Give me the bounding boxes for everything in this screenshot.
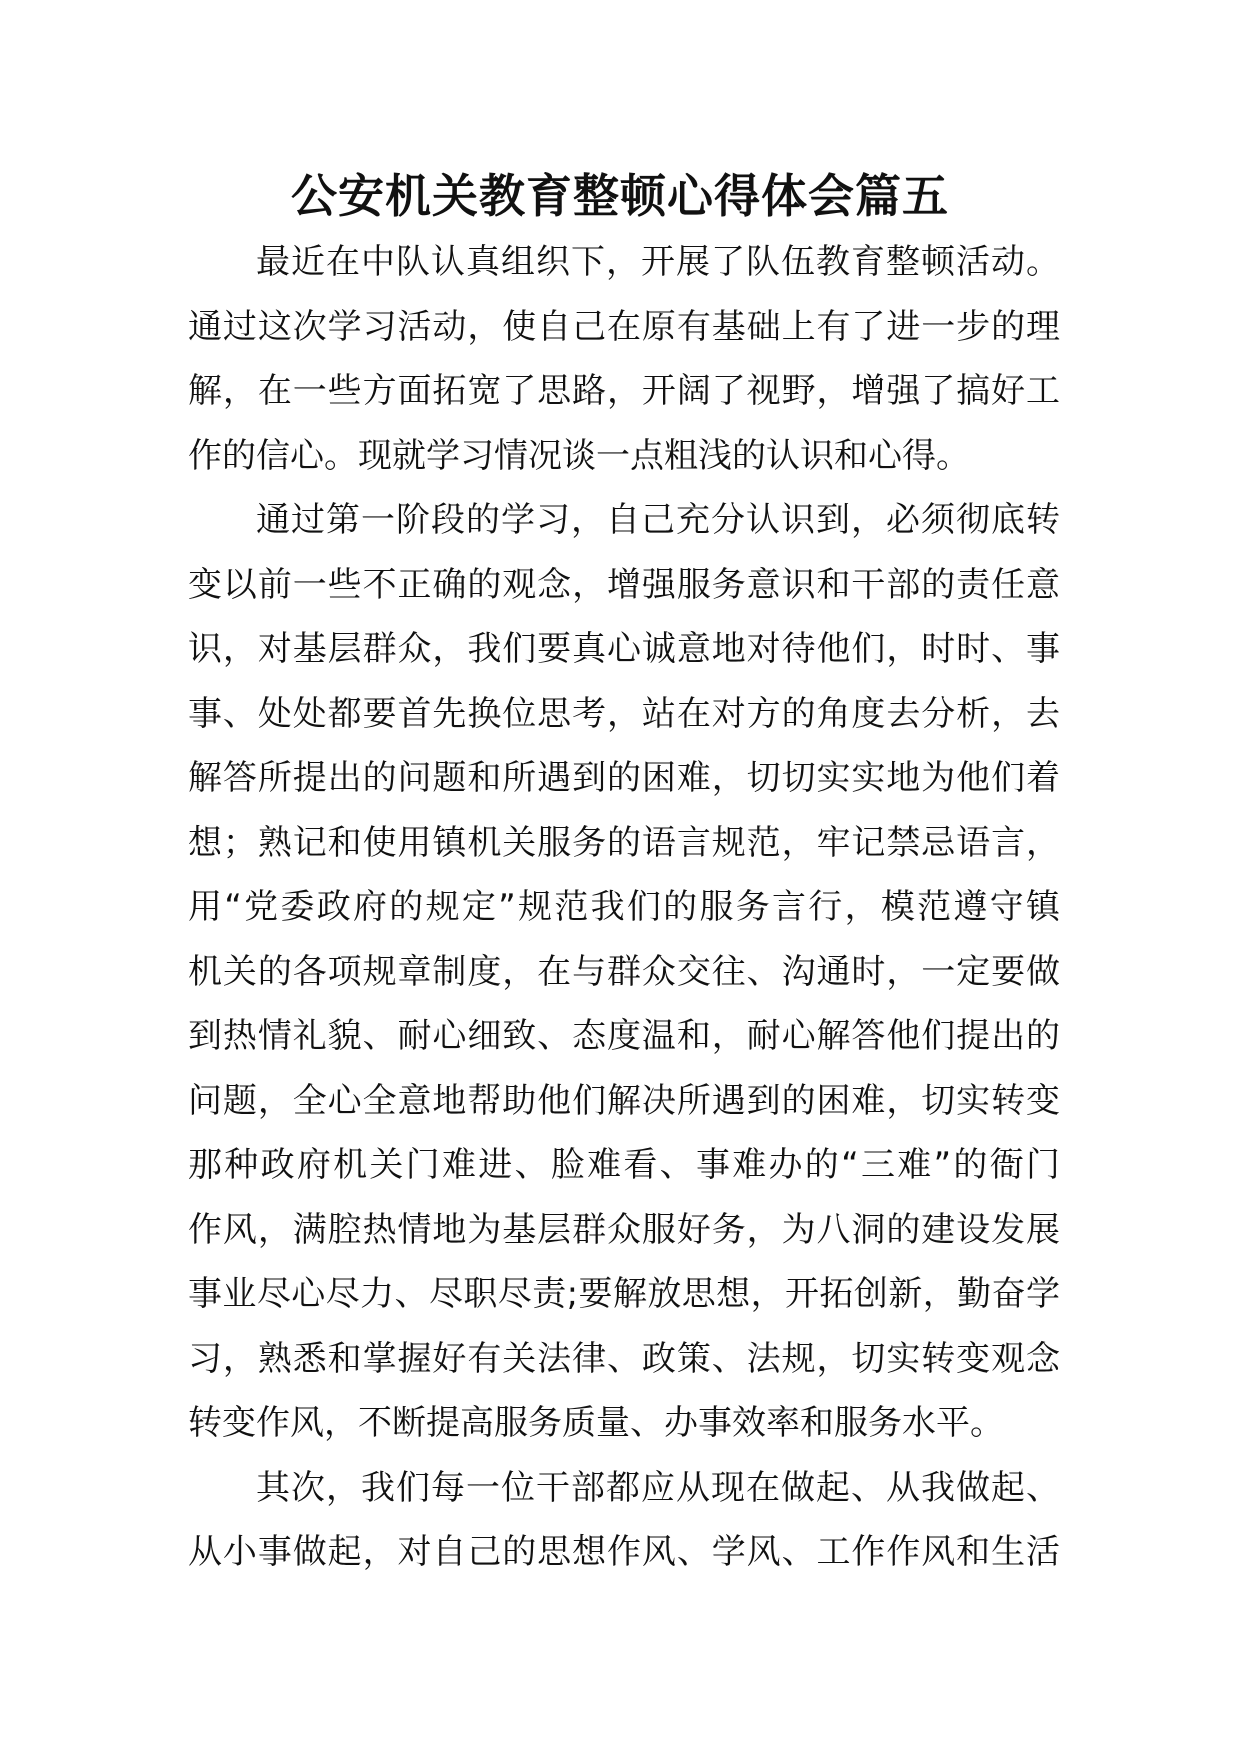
text-line: 作风，满腔热情地为基层群众服好务，为八洞的建设发展 <box>188 1209 1060 1250</box>
text-line: 转变作风，不断提高服务质量、办事效率和服务水平。 <box>188 1403 1004 1443</box>
text-line: 问题，全心全意地帮助他们解决所遇到的困难，切实转变 <box>188 1080 1060 1121</box>
text-line: 作的信心。现就学习情况谈一点粗浅的认识和心得。 <box>188 435 970 476</box>
text-line: 变以前一些不正确的观念，增强服务意识和干部的责任意 <box>188 564 1060 605</box>
text-line: 事业尽心尽力、尽职尽责;要解放思想，开拓创新，勤奋学 <box>188 1274 1060 1314</box>
document-body <box>188 230 1060 1585</box>
text-line: 习，熟悉和掌握好有关法律、政策、法规，切实转变观念 <box>188 1338 1060 1379</box>
text-line: 通过这次学习活动，使自己在原有基础上有了进一步的理 <box>188 306 1060 347</box>
document-title: 公安机关教育整顿心得体会篇五 <box>291 169 949 223</box>
paragraph-3 <box>188 1456 1060 1585</box>
text-line: 想；熟记和使用镇机关服务的语言规范，牢记禁忌语言， <box>188 822 1060 863</box>
text-line: 事、处处都要首先换位思考，站在对方的角度去分析，去 <box>188 693 1060 734</box>
text-line: 识，对基层群众，我们要真心诚意地对待他们，时时、事 <box>188 629 1060 669</box>
text-line: 用“党委政府的规定”规范我们的服务言行，模范遵守镇 <box>188 887 1060 927</box>
text-line: 通过第一阶段的学习，自己充分认识到，必须彻底转 <box>256 500 1060 540</box>
text-line: 其次，我们每一位干部都应从现在做起、从我做起、 <box>256 1467 1060 1508</box>
text-line: 从小事做起，对自己的思想作风、学风、工作作风和生活 <box>188 1532 1060 1572</box>
text-line: 那种政府机关门难进、脸难看、事难办的“三难”的衙门 <box>188 1145 1060 1185</box>
paragraph-2 <box>188 488 1060 1456</box>
text-line: 最近在中队认真组织下，开展了队伍教育整顿活动。 <box>256 242 1060 282</box>
text-line: 机关的各项规章制度，在与群众交往、沟通时，一定要做 <box>188 951 1060 992</box>
text-line: 解答所提出的问题和所遇到的困难，切切实实地为他们着 <box>188 758 1060 798</box>
paragraph-1 <box>188 230 1060 488</box>
text-line: 解，在一些方面拓宽了思路，开阔了视野，增强了搞好工 <box>188 371 1060 411</box>
text-line: 到热情礼貌、耐心细致、态度温和，耐心解答他们提出的 <box>188 1016 1060 1056</box>
